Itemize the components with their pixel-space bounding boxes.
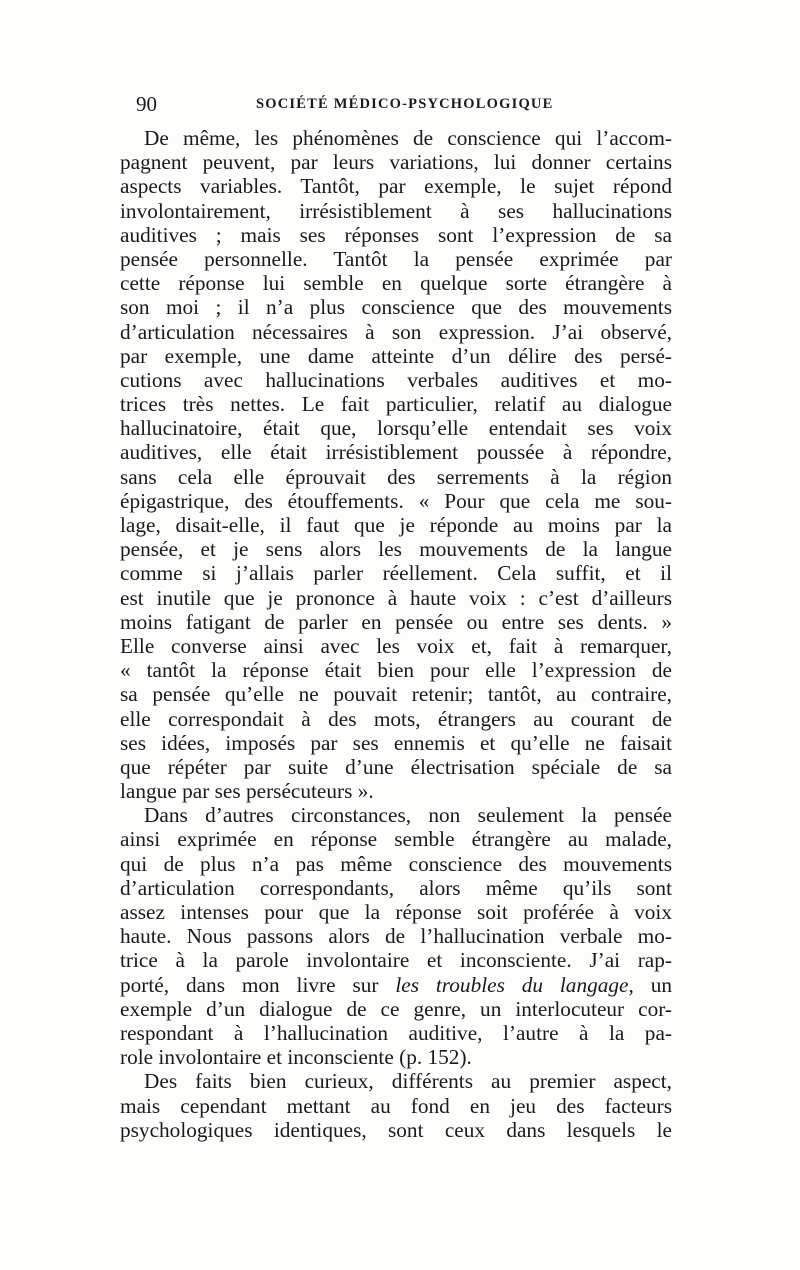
text-line: respondant à l’hallucination auditive, l’autre à la pa- xyxy=(120,1020,672,1045)
text-line: ainsi exprimée en réponse semble étrangère au malade, xyxy=(120,827,672,852)
text-line: auditives, elle était irrésistiblement poussée à répondre, xyxy=(120,440,672,465)
text-line: Dans d’autres circonstances, non seulement la pensée xyxy=(144,803,672,828)
text-line: elle correspondait à des mots, étrangers au courant de xyxy=(120,706,672,731)
text-line: mais cependant mettant au fond en jeu des facteurs xyxy=(120,1093,672,1118)
text-line: épigastrique, des étouffements. « Pour que cela me sou- xyxy=(120,488,672,513)
text-line: trice à la parole involontaire et inconsciente. J’ai rap- xyxy=(120,948,672,973)
text-line: d’articulation correspondants, alors même qu’ils sont xyxy=(120,875,672,900)
text-line: Des faits bien curieux, différents au premier aspect, xyxy=(144,1069,672,1094)
text-line: exemple d’un dialogue de ce genre, un interlocuteur cor- xyxy=(120,996,672,1021)
page-number: 90 xyxy=(136,92,157,116)
text-line: cutions avec hallucinations verbales auditives et mo- xyxy=(120,367,672,392)
text-line: d’articulation nécessaires à son expression. J’ai observé, xyxy=(120,319,672,344)
text-line: involontairement, irrésistiblement à ses hallucinations xyxy=(120,198,672,223)
text-line: role involontaire et inconsciente (p. 152). xyxy=(120,1045,472,1070)
text-line: lage, disait-elle, il faut que je réponde au moins par la xyxy=(120,513,672,537)
text-line: son moi ; il n’a plus conscience que des mouvements xyxy=(120,295,672,320)
text-line: Elle converse ainsi avec les voix et, fait à remarquer, xyxy=(120,633,672,658)
text-line: comme si j’allais parler réellement. Cela suffit, et il xyxy=(120,561,672,586)
text-line: pagnent peuvent, par leurs variations, lui donner certains xyxy=(120,150,672,175)
text-line: ses idées, imposés par ses ennemis et qu’elle ne faisait xyxy=(120,730,672,755)
text-line: De même, les phénomènes de conscience qui l’accom- xyxy=(144,126,672,150)
body-text xyxy=(120,126,672,1142)
text-line: assez intenses pour que la réponse soit proférée à voix xyxy=(120,900,672,924)
text-line: sans cela elle éprouvait des serrements à la région xyxy=(120,464,672,489)
text-line: que répéter par suite d’une électrisation spéciale de sa xyxy=(120,754,672,779)
text-line: pensée personnelle. Tantôt la pensée exprimée par xyxy=(120,246,672,271)
text-line: est inutile que je prononce à haute voix : c’est d’ailleurs xyxy=(120,585,672,610)
book-title: les troubles du langage xyxy=(395,972,629,997)
text-segment: , un xyxy=(628,972,672,997)
text-line: haute. Nous passons alors de l’hallucination verbale mo- xyxy=(120,924,672,949)
text-line: hallucinatoire, était que, lorsqu’elle entendait ses voix xyxy=(120,416,672,441)
text-line: qui de plus n’a pas même conscience des mouvements xyxy=(120,851,672,876)
paragraph-2 xyxy=(120,803,672,1069)
text-line: langue par ses persécuteurs ». xyxy=(120,779,374,804)
text-line: cette réponse lui semble en quelque sorte étrangère à xyxy=(120,271,672,296)
text-line: aspects variables. Tantôt, par exemple, le sujet répond xyxy=(120,174,672,199)
paragraph-3 xyxy=(120,1069,672,1142)
text-line: psychologiques identiques, sont ceux dans lesquels le xyxy=(120,1117,672,1142)
paragraph-1 xyxy=(120,126,672,803)
text-line: auditives ; mais ses réponses sont l’expression de sa xyxy=(120,222,672,247)
text-line-with-title xyxy=(120,973,672,997)
text-line: trices très nettes. Le fait particulier, relatif au dialogue xyxy=(120,392,672,417)
running-head xyxy=(136,92,684,118)
text-line: sa pensée qu’elle ne pouvait retenir; tantôt, au contraire, xyxy=(120,682,672,707)
text-line: par exemple, une dame atteinte d’un délire des persé- xyxy=(120,343,672,368)
text-segment: porté, dans mon livre sur xyxy=(120,972,396,997)
text-line: pensée, et je sens alors les mouvements de la langue xyxy=(120,537,672,562)
text-line: « tantôt la réponse était bien pour elle l’expression de xyxy=(120,658,672,683)
text-line: moins fatigant de parler en pensée ou entre ses dents. » xyxy=(120,609,672,634)
running-title: SOCIÉTÉ MÉDICO-PSYCHOLOGIQUE xyxy=(256,96,554,112)
